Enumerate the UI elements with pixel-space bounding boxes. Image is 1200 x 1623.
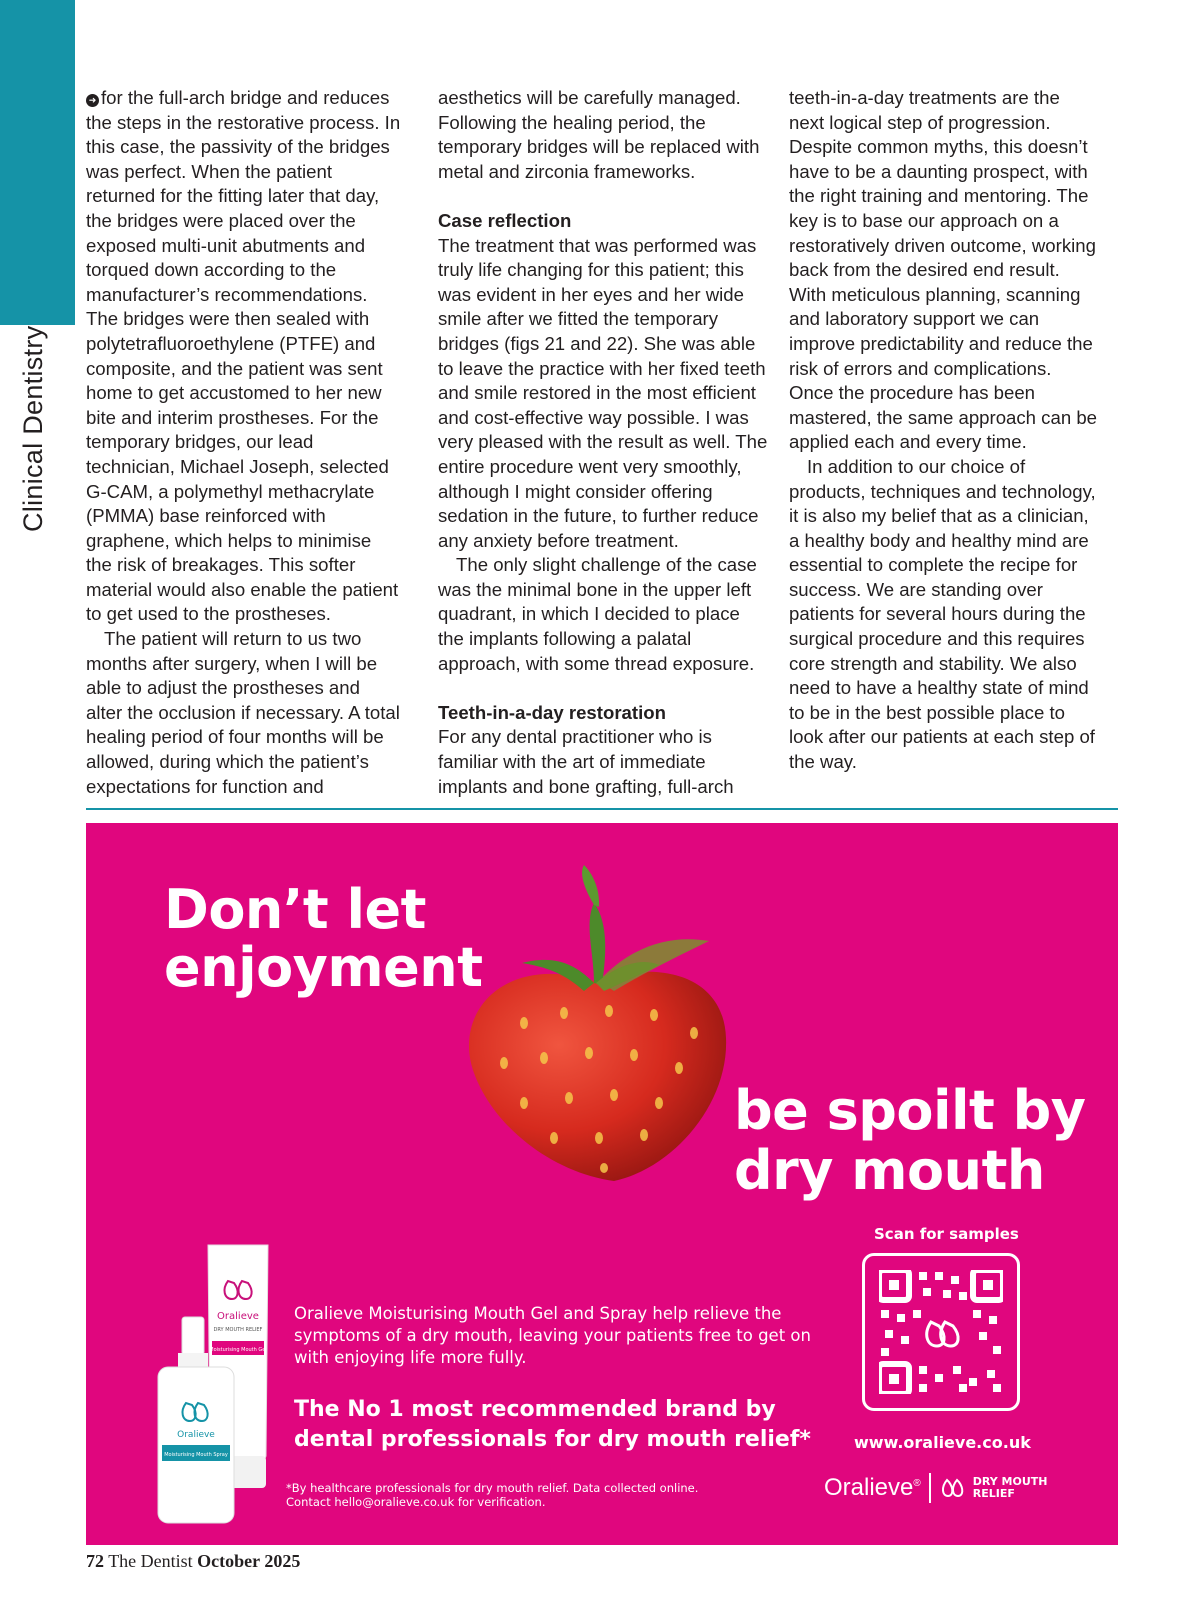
oralieve-advertisement[interactable] — [86, 823, 1118, 1545]
tube-product-text: Moisturising Mouth Gel — [209, 1347, 267, 1353]
issue-date: October 2025 — [197, 1551, 301, 1571]
ad-body-text: Oralieve Moisturising Mouth Gel and Spray help relieve the symptoms of a dry mouth, leaving your patients free to get on with enjoying life more fully. — [294, 1304, 811, 1367]
logo-divider — [929, 1473, 931, 1503]
section-divider — [86, 808, 1118, 810]
headline-line: be spoilt by — [734, 1079, 1086, 1142]
tube-brand-text: Oralieve — [217, 1311, 259, 1322]
brand-tagline: DRY MOUTH RELIEF — [972, 1475, 1048, 1500]
paragraph: The patient will return to us two months after surgery, when I will be able to adjust the prostheses and alter the occlusion if necessary. A total healing period of four months will be allowed, during which the patient’s expectations for function and — [86, 628, 400, 797]
headline-line: Don’t let — [164, 878, 426, 941]
ad-footnote — [286, 1481, 766, 1509]
footnote-line: Contact hello@oralieve.co.uk for verification. — [286, 1495, 546, 1509]
paragraph: The treatment that was performed was truly life changing for this patient; this was evident in her eyes and her wide smile after we fitted the temporary bridges (figs 21 and 22). She was able to leave the practice with her fixed teeth and smile restored in the most efficient and cost-effective way possible. I was very pleased with the result as well. The entire procedure went very smoothly, although I might consider offering sedation in the future, to further reduce any anxiety before treatment. — [438, 234, 768, 551]
paragraph: teeth-in-a-day treatments are the next logical step of progression. Despite common myths, this doesn’t have to be a daunting prospect, with the right training and mentoring. The key is to base our approach on a restoratively driven outcome, working back from the desired end result. With meticulous planning, scanning and laboratory support we can improve predictability and reduce the risk of errors and complications. Once the procedure has been mastered, the same approach can be applied each and every time. — [789, 87, 1098, 453]
spray-brand-text: Oralieve — [177, 1430, 215, 1440]
oralieve-logo — [824, 1473, 1063, 1503]
spray-product-text: Moisturising Mouth Spray — [164, 1452, 228, 1458]
subheading-case-reflection: Case reflection — [438, 209, 572, 231]
paragraph: In addition to our choice of products, techniques and technology, it is also my belief that as a clinician, a healthy body and healthy mind are essential to complete the recipe for success. We are standing over patients for several hours during the surgical procedure and this requires core strength and stability. We also need to have a healthy state of mind to be in the best possible place to look after our patients at each step of the way. — [789, 455, 1096, 773]
paragraph: For any dental practitioner who is familiar with the art of immediate implants and bone grafting, full-arch — [438, 726, 734, 797]
section-label: Clinical Dentistry — [18, 325, 48, 532]
article-column-3 — [789, 86, 1099, 775]
paragraph: aesthetics will be carefully managed. Following the healing period, the temporary bridges will be replaced with metal and zirconia frameworks. — [438, 87, 760, 182]
website-link[interactable]: www.oralieve.co.uk — [854, 1433, 1031, 1452]
magazine-name: The Dentist — [108, 1551, 193, 1571]
paragraph-text: for the full-arch bridge and reduces the steps in the restorative process. In this case, the passivity of the bridges was perfect. When the patient returned for the fitting later that day, the bridges were placed over the exposed multi-unit abutments and torqued down according to the manufacturer’s recommendations. The bridges were then sealed with polytetrafluoroethylene (PTFE) and composite, and the patient was sent home to get accustomed to her new bite and interim prostheses. For the temporary bridges, our lead technician, Michael Joseph, selected G-CAM, a polymethyl methacrylate (PMMA) base reinforced with graphene, which helps to minimise the risk of breakages. This softer material would also enable the patient to get used to the prostheses. — [86, 87, 401, 625]
strawberry-image — [444, 863, 744, 1183]
page-number: 72 — [86, 1551, 104, 1571]
scan-label: Scan for samples — [874, 1225, 1019, 1243]
ad-headline-bottom — [734, 1081, 1085, 1201]
qr-code[interactable] — [862, 1253, 1020, 1411]
ad-claim-text: The No 1 most recommended brand by dental professionals for dry mouth relief* — [294, 1397, 811, 1452]
continued-arrow-icon: ➜ — [86, 94, 99, 107]
qr-code-icon — [879, 1270, 1003, 1394]
section-color-tab — [0, 0, 75, 325]
paragraph: The only slight challenge of the case was the minimal bone in the upper left quadrant, in which I decided to place the implants following a palatal approach, with some thread exposure. — [438, 554, 757, 674]
article-column-2 — [438, 86, 768, 799]
headline-line: enjoyment — [164, 936, 483, 999]
footnote-line: *By healthcare professionals for dry mouth relief. Data collected online. — [286, 1481, 699, 1495]
page-footer — [86, 1551, 300, 1572]
article-column-1 — [86, 86, 401, 799]
brand-name: Oralieve® — [824, 1474, 921, 1501]
droplets-icon — [939, 1478, 965, 1498]
headline-line: dry mouth — [734, 1139, 1045, 1202]
ad-headline-top — [164, 878, 483, 999]
tube-sub-text: DRY MOUTH RELIEF — [213, 1327, 263, 1333]
mouth-spray-bottle-image — [152, 1315, 240, 1525]
subheading-teeth-in-a-day: Teeth-in-a-day restoration — [438, 701, 666, 723]
paragraph — [86, 86, 401, 627]
